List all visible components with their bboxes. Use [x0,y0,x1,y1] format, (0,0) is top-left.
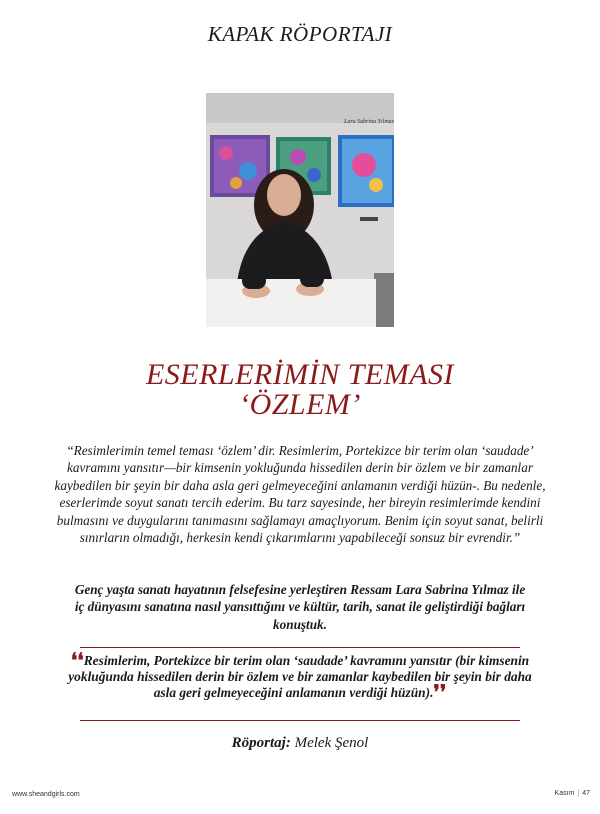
pullquote-text: Resimlerim, Portekizce bir terim olan ‘saudade’ kavramını yansıtır (bir kimsenin yokluğunda hissedilen derin bir özlem ve bir zamanlar kaybedilen bir şeyin bir daha asla geri gelmeyeceğini anlamanın verdiği hüzün). [68,653,532,701]
artist-quote-paragraph: “Resimlerimin temel teması ‘özlem’ dir. Resimlerim, Portekizce bir terim olan ‘saudade’ kavramını yansıtır—bir kimsenin yokluğunda hissedilen derin bir özlem ve bir zamanlar kaybedilen bir şeyin bir daha asla geri gelmeyeceğini anlamanın verdiği hüzün-. Bu nedenle, eserlerimde soyut sanatı tercih ederim. Bu tarz sayesinde, her bireyin resimlerimde kendini bulmasını ve duygularını tanımasını sağlamayı amaçlıyorum. Benim için soyut sanat, belirli sınırların olmadığı, herkesin kendi çıkarımlarını yapabileceği sonsuz bir evrendir.” [54,443,546,546]
gallery-sign: Lara Sabrina Yılmaz [344,119,394,125]
open-quote-icon: ❛❛ [70,650,84,672]
pullquote-top-rule [80,647,520,648]
intro-paragraph: Genç yaşta sanatı hayatının felsefesine yerleştiren Ressam Lara Sabrina Yılmaz ile iç dünyasını sanatına nasıl yansıttığını ve kültür, tarih, sanat ile geliştirdiği bağları konuştuk. [74,582,526,632]
footer-page-info [555,790,590,797]
cover-photo [206,93,394,327]
pullquote [62,650,538,705]
byline [0,735,600,752]
article-headline [0,360,600,420]
footer-month: Kasım [554,790,575,797]
footer-page-number: 47 [582,790,590,797]
section-title: KAPAK RÖPORTAJI [207,22,393,46]
artist-gallery-photo [206,93,394,327]
headline-line-1: ESERLERİMİN TEMASI [145,358,455,391]
pullquote-bottom-rule [80,720,520,721]
byline-name: Melek Şenol [294,735,369,751]
close-quote-icon: ❜❜ [433,682,447,705]
byline-label: Röportaj: [231,735,291,751]
headline-line-2: ‘ÖZLEM’ [239,388,361,421]
footer-website-link[interactable]: www.sheandgirls.com [12,791,80,798]
footer-separator: | [577,790,580,797]
